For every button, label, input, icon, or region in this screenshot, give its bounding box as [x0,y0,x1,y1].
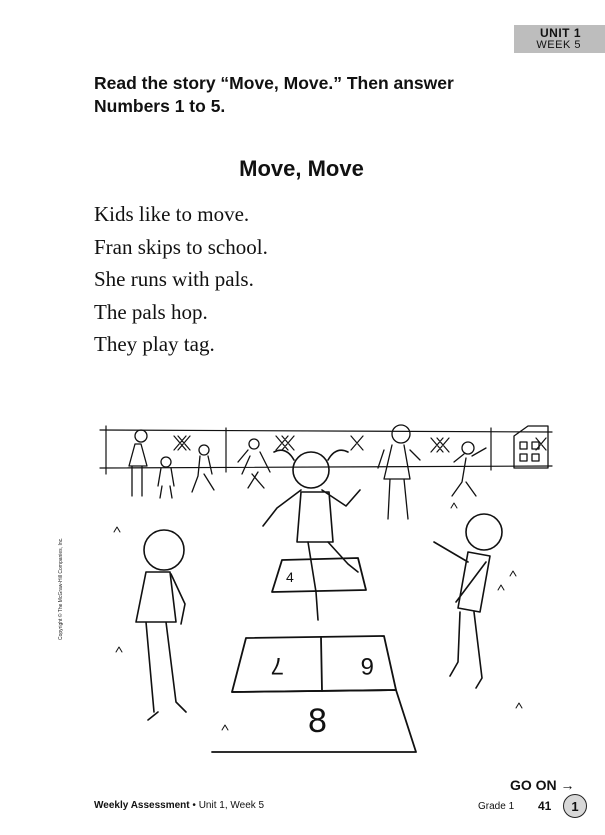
go-on-indicator: GO ON → [510,777,575,793]
footer-title: Weekly Assessment [94,800,190,811]
footer-assessment [94,800,264,811]
hopscotch-number: 7 [270,652,284,679]
story-line: Fran skips to school. [94,234,268,259]
story-line: She runs with pals. [94,267,254,291]
week-label: WEEK 5 [536,39,581,51]
footer-subtitle: Unit 1, Week 5 [198,800,265,811]
footer-bullet: • [192,800,196,811]
girl-hopping [263,450,360,620]
instructions: Read the story “Move, Move.” Then answer Numbers 1 to 5. [94,73,454,116]
boy-cheering [434,514,502,688]
girl-watching [136,530,186,720]
hopscotch-number: 4 [286,569,294,585]
story-line: They play tag. [94,332,215,356]
unit-week-tab [514,25,605,53]
playground-illustration [96,412,556,757]
page-number: 41 [538,799,552,813]
hopscotch-number: 6 [360,652,374,679]
hopscotch-number: 8 [308,702,327,740]
grade-label: Grade 1 [478,801,515,812]
story-line: The pals hop. [94,299,208,324]
question-number-badge: 1 [563,794,587,818]
story-title-text: Move, Move [239,156,364,181]
story-line: Kids like to move. [94,202,250,226]
unit-label: UNIT 1 [539,26,581,40]
story-title [0,156,605,182]
copyright-notice: Copyright © The McGraw-Hill Companies, Inc. [58,537,64,640]
story-text [94,200,268,363]
